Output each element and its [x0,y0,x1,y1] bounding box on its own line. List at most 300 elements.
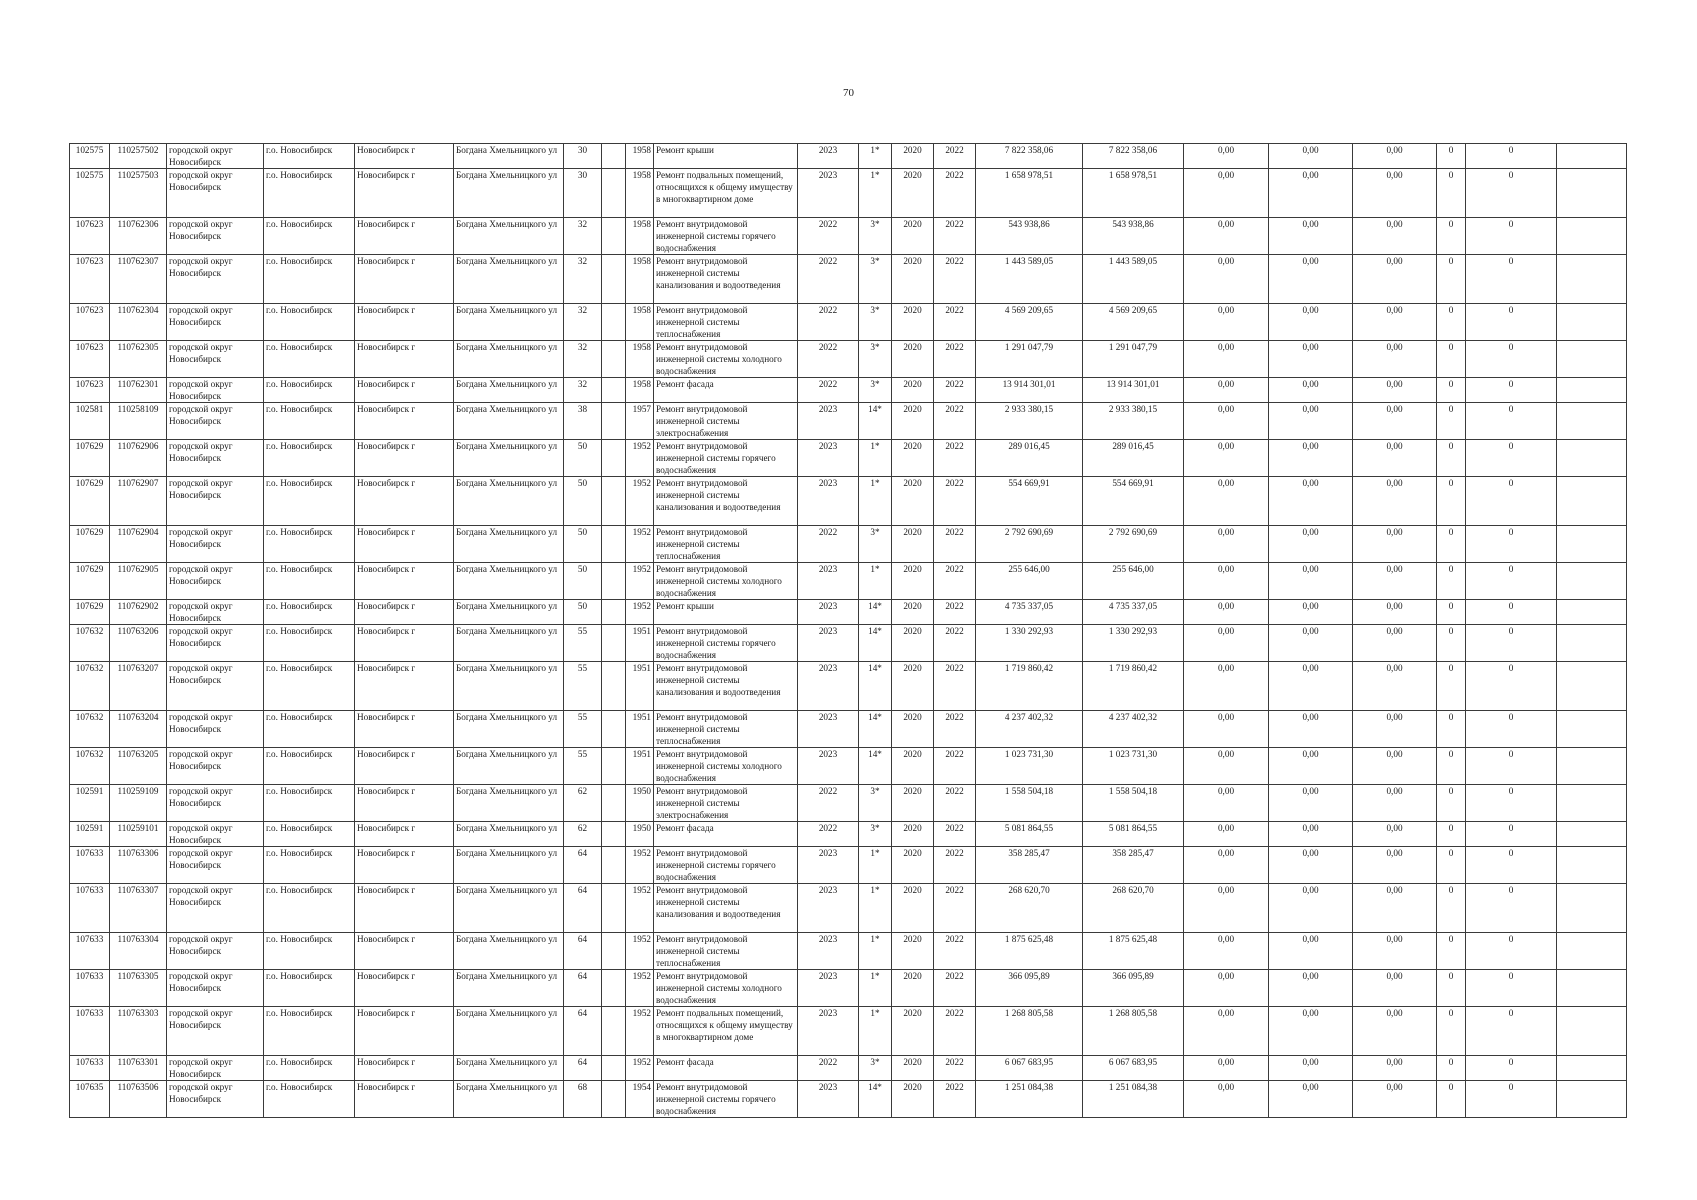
cell-municipality: городской округ Новосибирск [167,1007,264,1056]
cell-build-year: 1958 [626,378,654,403]
cell-budget-federal: 0,00 [1184,255,1269,304]
cell-street: Богдана Хмельницкого ул [454,403,564,440]
cell-owners-share: 0 [1437,600,1466,625]
cell-work-id: 110762304 [110,304,167,341]
table-row [70,625,1627,662]
cell-house-number: 64 [564,884,602,933]
cell-total-cost: 1 291 047,79 [976,341,1083,378]
cell-house-id: 102575 [70,144,110,169]
cell-city: Новосибирск г [355,785,454,822]
cell-owners-share: 0 [1437,378,1466,403]
cell-plan-year: 2023 [798,1081,859,1118]
cell-total-cost: 1 558 504,18 [976,785,1083,822]
cell-budget-regional: 0,00 [1269,1056,1353,1081]
cell-budget-federal: 0,00 [1184,341,1269,378]
cell-district: г.о. Новосибирск [264,378,355,403]
cell-build-year: 1952 [626,970,654,1007]
cell-build-year: 1952 [626,847,654,884]
cell-budget-local: 0,00 [1353,255,1437,304]
cell-budget-local: 0,00 [1353,785,1437,822]
cell-building [602,144,626,169]
cell-note [1557,625,1627,662]
cell-fund-cost: 1 443 589,05 [1083,255,1184,304]
cell-budget-local: 0,00 [1353,625,1437,662]
cell-building [602,933,626,970]
cell-build-year: 1958 [626,144,654,169]
cell-budget-regional: 0,00 [1269,822,1353,847]
cell-other-funds: 0 [1466,1081,1557,1118]
cell-municipality: городской округ Новосибирск [167,218,264,255]
cell-priority: 14* [859,600,892,625]
cell-house-number: 50 [564,440,602,477]
cell-district: г.о. Новосибирск [264,403,355,440]
cell-house-number: 32 [564,218,602,255]
cell-note [1557,970,1627,1007]
cell-city: Новосибирск г [355,662,454,711]
cell-house-number: 68 [564,1081,602,1118]
cell-budget-federal: 0,00 [1184,169,1269,218]
cell-district: г.о. Новосибирск [264,304,355,341]
cell-fund-cost: 4 237 402,32 [1083,711,1184,748]
cell-budget-federal: 0,00 [1184,748,1269,785]
cell-work-type: Ремонт внутридомовой инженерной системы канализования и водоотведения [654,255,798,304]
cell-plan-year: 2022 [798,218,859,255]
cell-priority: 1* [859,933,892,970]
cell-house-number: 64 [564,1007,602,1056]
cell-note [1557,169,1627,218]
cell-house-id: 107623 [70,378,110,403]
cell-budget-regional: 0,00 [1269,304,1353,341]
cell-street: Богдана Хмельницкого ул [454,884,564,933]
cell-other-funds: 0 [1466,748,1557,785]
cell-start-year: 2020 [892,1081,934,1118]
cell-house-id: 107633 [70,847,110,884]
cell-budget-regional: 0,00 [1269,748,1353,785]
cell-building [602,255,626,304]
cell-budget-federal: 0,00 [1184,847,1269,884]
cell-start-year: 2020 [892,403,934,440]
cell-total-cost: 4 735 337,05 [976,600,1083,625]
cell-plan-year: 2022 [798,785,859,822]
cell-street: Богдана Хмельницкого ул [454,933,564,970]
table-row [70,822,1627,847]
cell-owners-share: 0 [1437,169,1466,218]
cell-total-cost: 1 268 805,58 [976,1007,1083,1056]
cell-work-id: 110258109 [110,403,167,440]
cell-total-cost: 358 285,47 [976,847,1083,884]
cell-other-funds: 0 [1466,847,1557,884]
cell-budget-local: 0,00 [1353,440,1437,477]
cell-fund-cost: 1 251 084,38 [1083,1081,1184,1118]
cell-house-id: 107633 [70,884,110,933]
cell-fund-cost: 1 291 047,79 [1083,341,1184,378]
cell-municipality: городской округ Новосибирск [167,600,264,625]
cell-house-id: 107633 [70,933,110,970]
cell-municipality: городской округ Новосибирск [167,662,264,711]
cell-house-id: 102581 [70,403,110,440]
cell-building [602,403,626,440]
cell-fund-cost: 4 569 209,65 [1083,304,1184,341]
cell-street: Богдана Хмельницкого ул [454,1007,564,1056]
cell-fund-cost: 1 268 805,58 [1083,1007,1184,1056]
cell-work-type: Ремонт внутридомовой инженерной системы горячего водоснабжения [654,1081,798,1118]
cell-start-year: 2020 [892,970,934,1007]
cell-city: Новосибирск г [355,403,454,440]
cell-total-cost: 2 933 380,15 [976,403,1083,440]
cell-budget-federal: 0,00 [1184,403,1269,440]
cell-build-year: 1958 [626,218,654,255]
cell-budget-regional: 0,00 [1269,169,1353,218]
cell-work-id: 110763206 [110,625,167,662]
cell-budget-local: 0,00 [1353,1056,1437,1081]
cell-municipality: городской округ Новосибирск [167,625,264,662]
cell-total-cost: 366 095,89 [976,970,1083,1007]
cell-owners-share: 0 [1437,1007,1466,1056]
cell-fund-cost: 2 933 380,15 [1083,403,1184,440]
cell-build-year: 1952 [626,1007,654,1056]
cell-budget-federal: 0,00 [1184,1007,1269,1056]
cell-end-year: 2022 [934,304,976,341]
cell-budget-regional: 0,00 [1269,847,1353,884]
cell-total-cost: 1 443 589,05 [976,255,1083,304]
cell-note [1557,218,1627,255]
cell-house-id: 107632 [70,711,110,748]
cell-owners-share: 0 [1437,563,1466,600]
cell-municipality: городской округ Новосибирск [167,403,264,440]
table-row [70,970,1627,1007]
cell-fund-cost: 1 023 731,30 [1083,748,1184,785]
cell-plan-year: 2023 [798,847,859,884]
cell-budget-federal: 0,00 [1184,933,1269,970]
cell-budget-local: 0,00 [1353,563,1437,600]
cell-building [602,748,626,785]
cell-total-cost: 4 237 402,32 [976,711,1083,748]
cell-end-year: 2022 [934,144,976,169]
cell-city: Новосибирск г [355,378,454,403]
cell-owners-share: 0 [1437,1081,1466,1118]
cell-municipality: городской округ Новосибирск [167,341,264,378]
table-row [70,563,1627,600]
cell-street: Богдана Хмельницкого ул [454,440,564,477]
cell-house-number: 55 [564,711,602,748]
cell-total-cost: 268 620,70 [976,884,1083,933]
cell-owners-share: 0 [1437,477,1466,526]
cell-street: Богдана Хмельницкого ул [454,218,564,255]
cell-street: Богдана Хмельницкого ул [454,662,564,711]
cell-other-funds: 0 [1466,822,1557,847]
table-row [70,341,1627,378]
cell-work-type: Ремонт внутридомовой инженерной системы теплоснабжения [654,933,798,970]
cell-build-year: 1952 [626,600,654,625]
table-row [70,255,1627,304]
cell-start-year: 2020 [892,378,934,403]
cell-district: г.о. Новосибирск [264,341,355,378]
cell-city: Новосибирск г [355,304,454,341]
table-row [70,477,1627,526]
cell-total-cost: 1 330 292,93 [976,625,1083,662]
cell-build-year: 1951 [626,711,654,748]
cell-start-year: 2020 [892,711,934,748]
cell-start-year: 2020 [892,625,934,662]
cell-start-year: 2020 [892,255,934,304]
cell-other-funds: 0 [1466,1056,1557,1081]
cell-work-id: 110762905 [110,563,167,600]
cell-city: Новосибирск г [355,218,454,255]
cell-house-id: 102575 [70,169,110,218]
cell-owners-share: 0 [1437,822,1466,847]
cell-budget-regional: 0,00 [1269,563,1353,600]
cell-build-year: 1952 [626,440,654,477]
cell-end-year: 2022 [934,1007,976,1056]
cell-fund-cost: 1 719 860,42 [1083,662,1184,711]
cell-budget-local: 0,00 [1353,970,1437,1007]
cell-city: Новосибирск г [355,477,454,526]
cell-budget-federal: 0,00 [1184,662,1269,711]
cell-note [1557,304,1627,341]
cell-work-id: 110762301 [110,378,167,403]
cell-building [602,1081,626,1118]
cell-other-funds: 0 [1466,662,1557,711]
table-row [70,933,1627,970]
cell-work-id: 110763506 [110,1081,167,1118]
cell-start-year: 2020 [892,526,934,563]
cell-end-year: 2022 [934,884,976,933]
cell-budget-federal: 0,00 [1184,526,1269,563]
cell-other-funds: 0 [1466,563,1557,600]
cell-end-year: 2022 [934,563,976,600]
cell-budget-federal: 0,00 [1184,711,1269,748]
cell-municipality: городской округ Новосибирск [167,970,264,1007]
cell-plan-year: 2022 [798,304,859,341]
cell-total-cost: 1 023 731,30 [976,748,1083,785]
cell-priority: 14* [859,748,892,785]
cell-municipality: городской округ Новосибирск [167,169,264,218]
cell-street: Богдана Хмельницкого ул [454,563,564,600]
cell-priority: 3* [859,255,892,304]
table-row [70,847,1627,884]
cell-city: Новосибирск г [355,625,454,662]
cell-work-id: 110763305 [110,970,167,1007]
table-row [70,218,1627,255]
cell-work-id: 110762307 [110,255,167,304]
cell-building [602,169,626,218]
cell-street: Богдана Хмельницкого ул [454,1056,564,1081]
cell-street: Богдана Хмельницкого ул [454,625,564,662]
cell-municipality: городской округ Новосибирск [167,378,264,403]
cell-budget-local: 0,00 [1353,748,1437,785]
cell-build-year: 1952 [626,933,654,970]
cell-budget-regional: 0,00 [1269,255,1353,304]
cell-street: Богдана Хмельницкого ул [454,847,564,884]
cell-house-number: 64 [564,847,602,884]
cell-house-id: 107629 [70,440,110,477]
cell-work-id: 110762902 [110,600,167,625]
cell-building [602,563,626,600]
cell-total-cost: 2 792 690,69 [976,526,1083,563]
cell-note [1557,662,1627,711]
cell-municipality: городской округ Новосибирск [167,822,264,847]
cell-end-year: 2022 [934,403,976,440]
cell-plan-year: 2023 [798,477,859,526]
cell-building [602,662,626,711]
cell-note [1557,1007,1627,1056]
cell-priority: 3* [859,378,892,403]
cell-work-id: 110259101 [110,822,167,847]
cell-house-id: 107623 [70,341,110,378]
cell-budget-federal: 0,00 [1184,884,1269,933]
cell-budget-local: 0,00 [1353,304,1437,341]
cell-fund-cost: 6 067 683,95 [1083,1056,1184,1081]
cell-city: Новосибирск г [355,255,454,304]
cell-house-number: 30 [564,144,602,169]
cell-work-type: Ремонт подвальных помещений, относящихся к общему имуществу в многоквартирном доме [654,1007,798,1056]
cell-budget-federal: 0,00 [1184,970,1269,1007]
cell-house-number: 64 [564,970,602,1007]
cell-note [1557,884,1627,933]
cell-owners-share: 0 [1437,884,1466,933]
cell-start-year: 2020 [892,144,934,169]
cell-build-year: 1950 [626,822,654,847]
cell-priority: 1* [859,970,892,1007]
cell-work-type: Ремонт внутридомовой инженерной системы теплоснабжения [654,526,798,563]
cell-budget-federal: 0,00 [1184,218,1269,255]
cell-work-type: Ремонт крыши [654,144,798,169]
cell-house-id: 107629 [70,563,110,600]
cell-priority: 14* [859,711,892,748]
cell-house-id: 107633 [70,1056,110,1081]
cell-owners-share: 0 [1437,341,1466,378]
cell-municipality: городской округ Новосибирск [167,933,264,970]
cell-owners-share: 0 [1437,847,1466,884]
cell-city: Новосибирск г [355,563,454,600]
cell-district: г.о. Новосибирск [264,144,355,169]
cell-start-year: 2020 [892,477,934,526]
cell-start-year: 2020 [892,884,934,933]
cell-budget-local: 0,00 [1353,144,1437,169]
cell-fund-cost: 4 735 337,05 [1083,600,1184,625]
cell-fund-cost: 366 095,89 [1083,970,1184,1007]
cell-build-year: 1958 [626,169,654,218]
cell-priority: 1* [859,477,892,526]
cell-house-id: 107632 [70,748,110,785]
repair-program-table [69,143,1627,1118]
cell-build-year: 1951 [626,625,654,662]
cell-start-year: 2020 [892,440,934,477]
table-row [70,304,1627,341]
cell-note [1557,785,1627,822]
cell-work-type: Ремонт внутридомовой инженерной системы электроснабжения [654,785,798,822]
cell-total-cost: 4 569 209,65 [976,304,1083,341]
cell-end-year: 2022 [934,1056,976,1081]
cell-build-year: 1957 [626,403,654,440]
cell-note [1557,563,1627,600]
cell-start-year: 2020 [892,600,934,625]
cell-city: Новосибирск г [355,144,454,169]
table-row [70,884,1627,933]
cell-fund-cost: 358 285,47 [1083,847,1184,884]
cell-priority: 3* [859,341,892,378]
cell-house-id: 107633 [70,970,110,1007]
cell-total-cost: 6 067 683,95 [976,1056,1083,1081]
cell-work-type: Ремонт подвальных помещений, относящихся к общему имуществу в многоквартирном доме [654,169,798,218]
cell-end-year: 2022 [934,847,976,884]
cell-end-year: 2022 [934,378,976,403]
cell-build-year: 1951 [626,662,654,711]
cell-note [1557,526,1627,563]
cell-end-year: 2022 [934,748,976,785]
cell-work-id: 110763301 [110,1056,167,1081]
cell-street: Богдана Хмельницкого ул [454,477,564,526]
cell-other-funds: 0 [1466,440,1557,477]
cell-budget-regional: 0,00 [1269,378,1353,403]
cell-other-funds: 0 [1466,403,1557,440]
cell-work-type: Ремонт внутридомовой инженерной системы теплоснабжения [654,711,798,748]
cell-plan-year: 2023 [798,884,859,933]
cell-district: г.о. Новосибирск [264,526,355,563]
cell-build-year: 1951 [626,748,654,785]
cell-city: Новосибирск г [355,526,454,563]
cell-other-funds: 0 [1466,341,1557,378]
cell-plan-year: 2022 [798,255,859,304]
cell-building [602,477,626,526]
cell-end-year: 2022 [934,526,976,563]
cell-budget-regional: 0,00 [1269,884,1353,933]
cell-district: г.о. Новосибирск [264,563,355,600]
cell-end-year: 2022 [934,785,976,822]
cell-work-id: 110762306 [110,218,167,255]
cell-fund-cost: 289 016,45 [1083,440,1184,477]
cell-budget-regional: 0,00 [1269,933,1353,970]
cell-other-funds: 0 [1466,970,1557,1007]
cell-plan-year: 2023 [798,933,859,970]
cell-budget-local: 0,00 [1353,711,1437,748]
cell-street: Богдана Хмельницкого ул [454,304,564,341]
cell-start-year: 2020 [892,563,934,600]
cell-total-cost: 5 081 864,55 [976,822,1083,847]
cell-build-year: 1952 [626,1056,654,1081]
cell-budget-regional: 0,00 [1269,440,1353,477]
cell-house-number: 55 [564,748,602,785]
cell-district: г.о. Новосибирск [264,600,355,625]
cell-owners-share: 0 [1437,625,1466,662]
cell-work-type: Ремонт внутридомовой инженерной системы горячего водоснабжения [654,847,798,884]
cell-other-funds: 0 [1466,378,1557,403]
cell-budget-local: 0,00 [1353,403,1437,440]
cell-owners-share: 0 [1437,526,1466,563]
cell-street: Богдана Хмельницкого ул [454,378,564,403]
cell-street: Богдана Хмельницкого ул [454,144,564,169]
cell-city: Новосибирск г [355,933,454,970]
cell-fund-cost: 1 658 978,51 [1083,169,1184,218]
cell-end-year: 2022 [934,625,976,662]
cell-start-year: 2020 [892,822,934,847]
cell-building [602,1007,626,1056]
cell-note [1557,933,1627,970]
cell-building [602,526,626,563]
cell-municipality: городской округ Новосибирск [167,255,264,304]
cell-priority: 14* [859,1081,892,1118]
cell-district: г.о. Новосибирск [264,1056,355,1081]
cell-house-number: 50 [564,563,602,600]
cell-municipality: городской округ Новосибирск [167,304,264,341]
cell-fund-cost: 1 330 292,93 [1083,625,1184,662]
cell-priority: 1* [859,169,892,218]
cell-city: Новосибирск г [355,1081,454,1118]
cell-end-year: 2022 [934,169,976,218]
cell-house-id: 107635 [70,1081,110,1118]
cell-house-number: 38 [564,403,602,440]
cell-municipality: городской округ Новосибирск [167,1056,264,1081]
